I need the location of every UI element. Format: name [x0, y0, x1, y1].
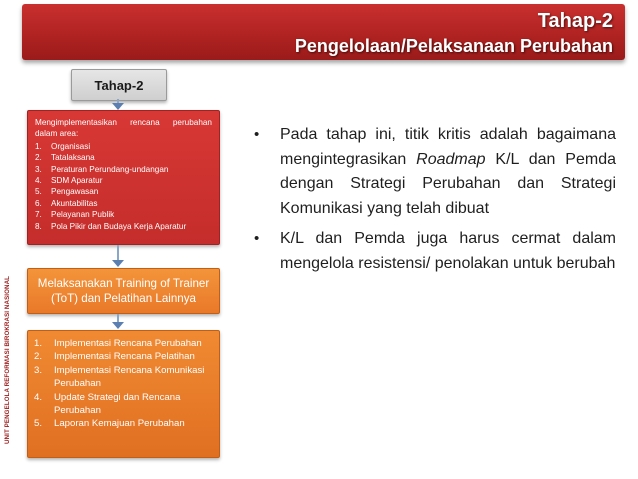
side-organization-label: UNIT PENGELOLA REFORMASI BIROKRASI NASIONAL: [4, 275, 11, 444]
list-item: 1. Organisasi: [35, 141, 91, 151]
implementation-steps-box: [27, 330, 220, 458]
arrow-down-icon: [112, 103, 124, 110]
bullet-icon: •: [254, 126, 260, 143]
title-banner: [22, 4, 625, 60]
slide-title: Tahap-2: [537, 10, 613, 32]
list-item: 6. Akuntabilitas: [35, 198, 98, 208]
stage-box: Tahap-2: [71, 69, 167, 101]
list-item: 2. Tatalaksana: [35, 153, 95, 163]
list-item: 3. Implementasi Rencana Komunikasi Perubahan: [34, 364, 205, 390]
list-item: 8. Pola Pikir dan Budaya Kerja Aparatur: [35, 221, 187, 231]
list-item: 5. Laporan Kemajuan Perubahan: [34, 418, 185, 430]
bullet-text-2: K/L dan Pemda juga harus cermat dalam mengelola resistensi/ penolakan untuk berubah: [280, 230, 616, 272]
list-item: 4. SDM Aparatur: [35, 176, 103, 186]
bullet-points: [254, 123, 616, 282]
areas-list: [35, 141, 212, 232]
bullet-text-1: Pada tahap ini, titik kritis adalah bagaimana mengintegrasikan Roadmap K/L dan Pemda dengan Strategi Perubahan dan Strategi Komunikasi yang telah dibuat: [280, 126, 616, 217]
list-item: 7. Pelayanan Publik: [35, 210, 115, 220]
list-item: 1. Implementasi Rencana Perubahan: [34, 338, 202, 349]
arrow-down-icon: [112, 322, 124, 329]
steps-list: [34, 337, 213, 431]
bullet-icon: •: [254, 230, 260, 247]
areas-intro: Mengimplementasikan rencana perubahan dalam area:: [35, 118, 212, 139]
bullet-item-2: [254, 227, 616, 276]
list-item: 4. Update Strategi dan Rencana Perubahan: [34, 391, 181, 417]
bullet-item-1: [254, 123, 616, 221]
training-box: Melaksanakan Training of Trainer (ToT) dan Pelatihan Lainnya: [27, 268, 220, 314]
slide-subtitle: Pengelolaan/Pelaksanaan Perubahan: [294, 36, 613, 56]
list-item: 2. Implementasi Rencana Pelatihan: [34, 351, 195, 363]
list-item: 5. Pengawasan: [35, 187, 99, 197]
implementation-areas-box: [27, 110, 220, 245]
connector-line-2: [117, 245, 119, 261]
list-item: 3. Peraturan Perundang-undangan: [35, 164, 169, 174]
arrow-down-icon: [112, 260, 124, 267]
